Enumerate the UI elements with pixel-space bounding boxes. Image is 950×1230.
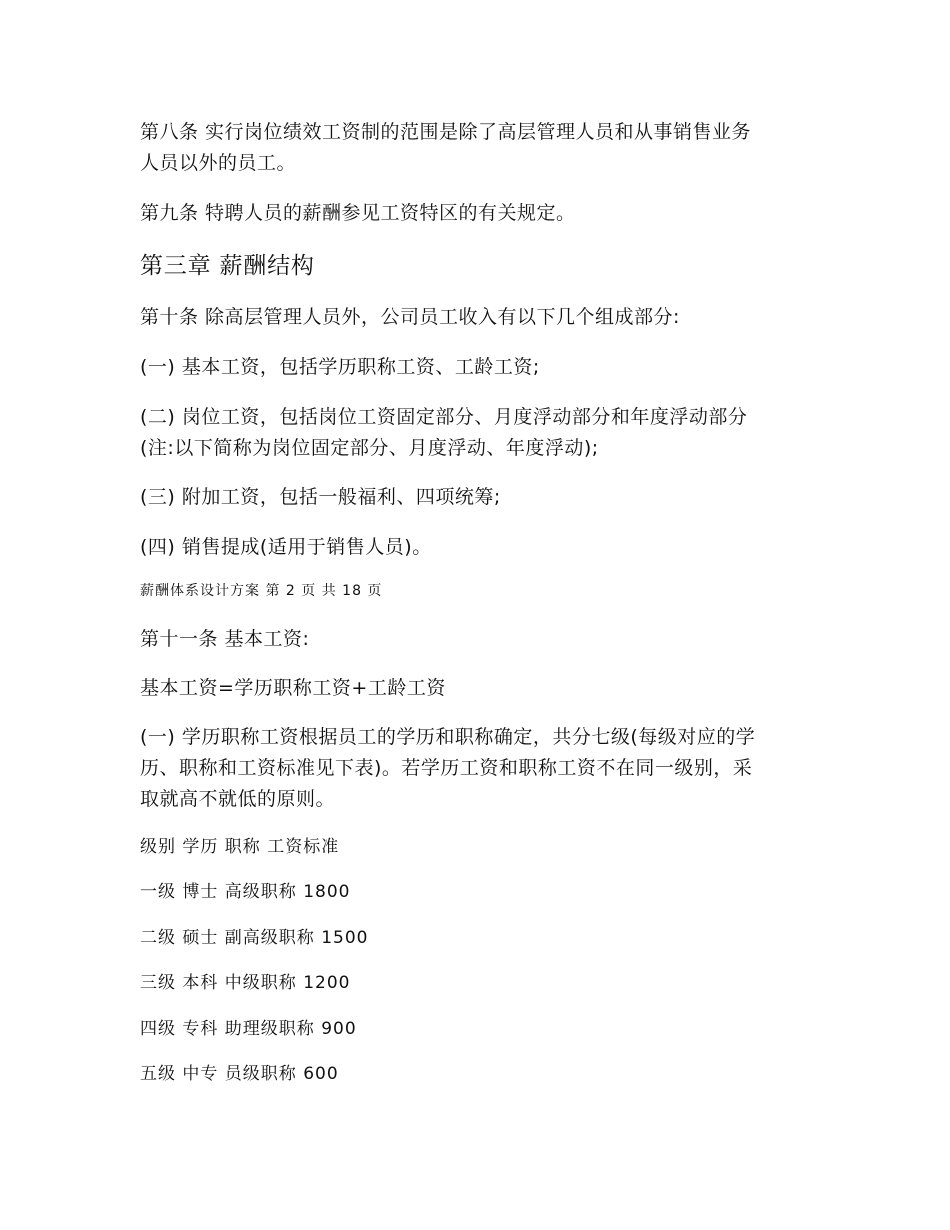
- edu-item-line-2: 历、职称和工资标准见下表)。若学历工资和职称工资不在同一级别，采: [140, 757, 753, 779]
- chapter-3-heading: 第三章 薪酬结构: [140, 253, 315, 279]
- article-8-line-1: 第八条 实行岗位绩效工资制的范围是除了高层管理人员和从事销售业务: [140, 121, 752, 143]
- article-9: 第九条 特聘人员的薪酬参见工资特区的有关规定。: [140, 202, 576, 224]
- table-row: 四级 专科 助理级职称 900: [140, 1019, 357, 1039]
- table-row: 一级 博士 高级职称 1800: [140, 882, 351, 902]
- edu-item-line-3: 取就高不就低的原则。: [140, 788, 336, 810]
- page-footer: 薪酬体系设计方案 第 2 页 共 18 页: [140, 583, 383, 599]
- article-10: 第十条 除高层管理人员外，公司员工收入有以下几个组成部分:: [140, 306, 680, 328]
- table-row: 三级 本科 中级职称 1200: [140, 973, 351, 993]
- table-header: 级别 学历 职称 工资标准: [140, 837, 340, 857]
- article-11: 第十一条 基本工资:: [140, 628, 310, 650]
- table-row: 二级 硕士 副高级职称 1500: [140, 928, 369, 948]
- list-item-3: (三) 附加工资，包括一般福利、四项统筹;: [140, 486, 501, 508]
- list-item-2-line-2: (注:以下简称为岗位固定部分、月度浮动、年度浮动);: [140, 437, 599, 459]
- table-row: 五级 中专 员级职称 600: [140, 1064, 339, 1084]
- list-item-1: (一) 基本工资，包括学历职称工资、工龄工资;: [140, 356, 540, 378]
- list-item-4: (四) 销售提成(适用于销售人员)。: [140, 536, 432, 558]
- article-8-line-2: 人员以外的员工。: [140, 152, 297, 174]
- list-item-2-line-1: (二) 岗位工资，包括岗位工资固定部分、月度浮动部分和年度浮动部分: [140, 406, 748, 428]
- edu-item-line-1: (一) 学历职称工资根据员工的学历和职称确定，共分七级(每级对应的学: [140, 726, 756, 748]
- salary-formula: 基本工资=学历职称工资+工龄工资: [140, 677, 446, 699]
